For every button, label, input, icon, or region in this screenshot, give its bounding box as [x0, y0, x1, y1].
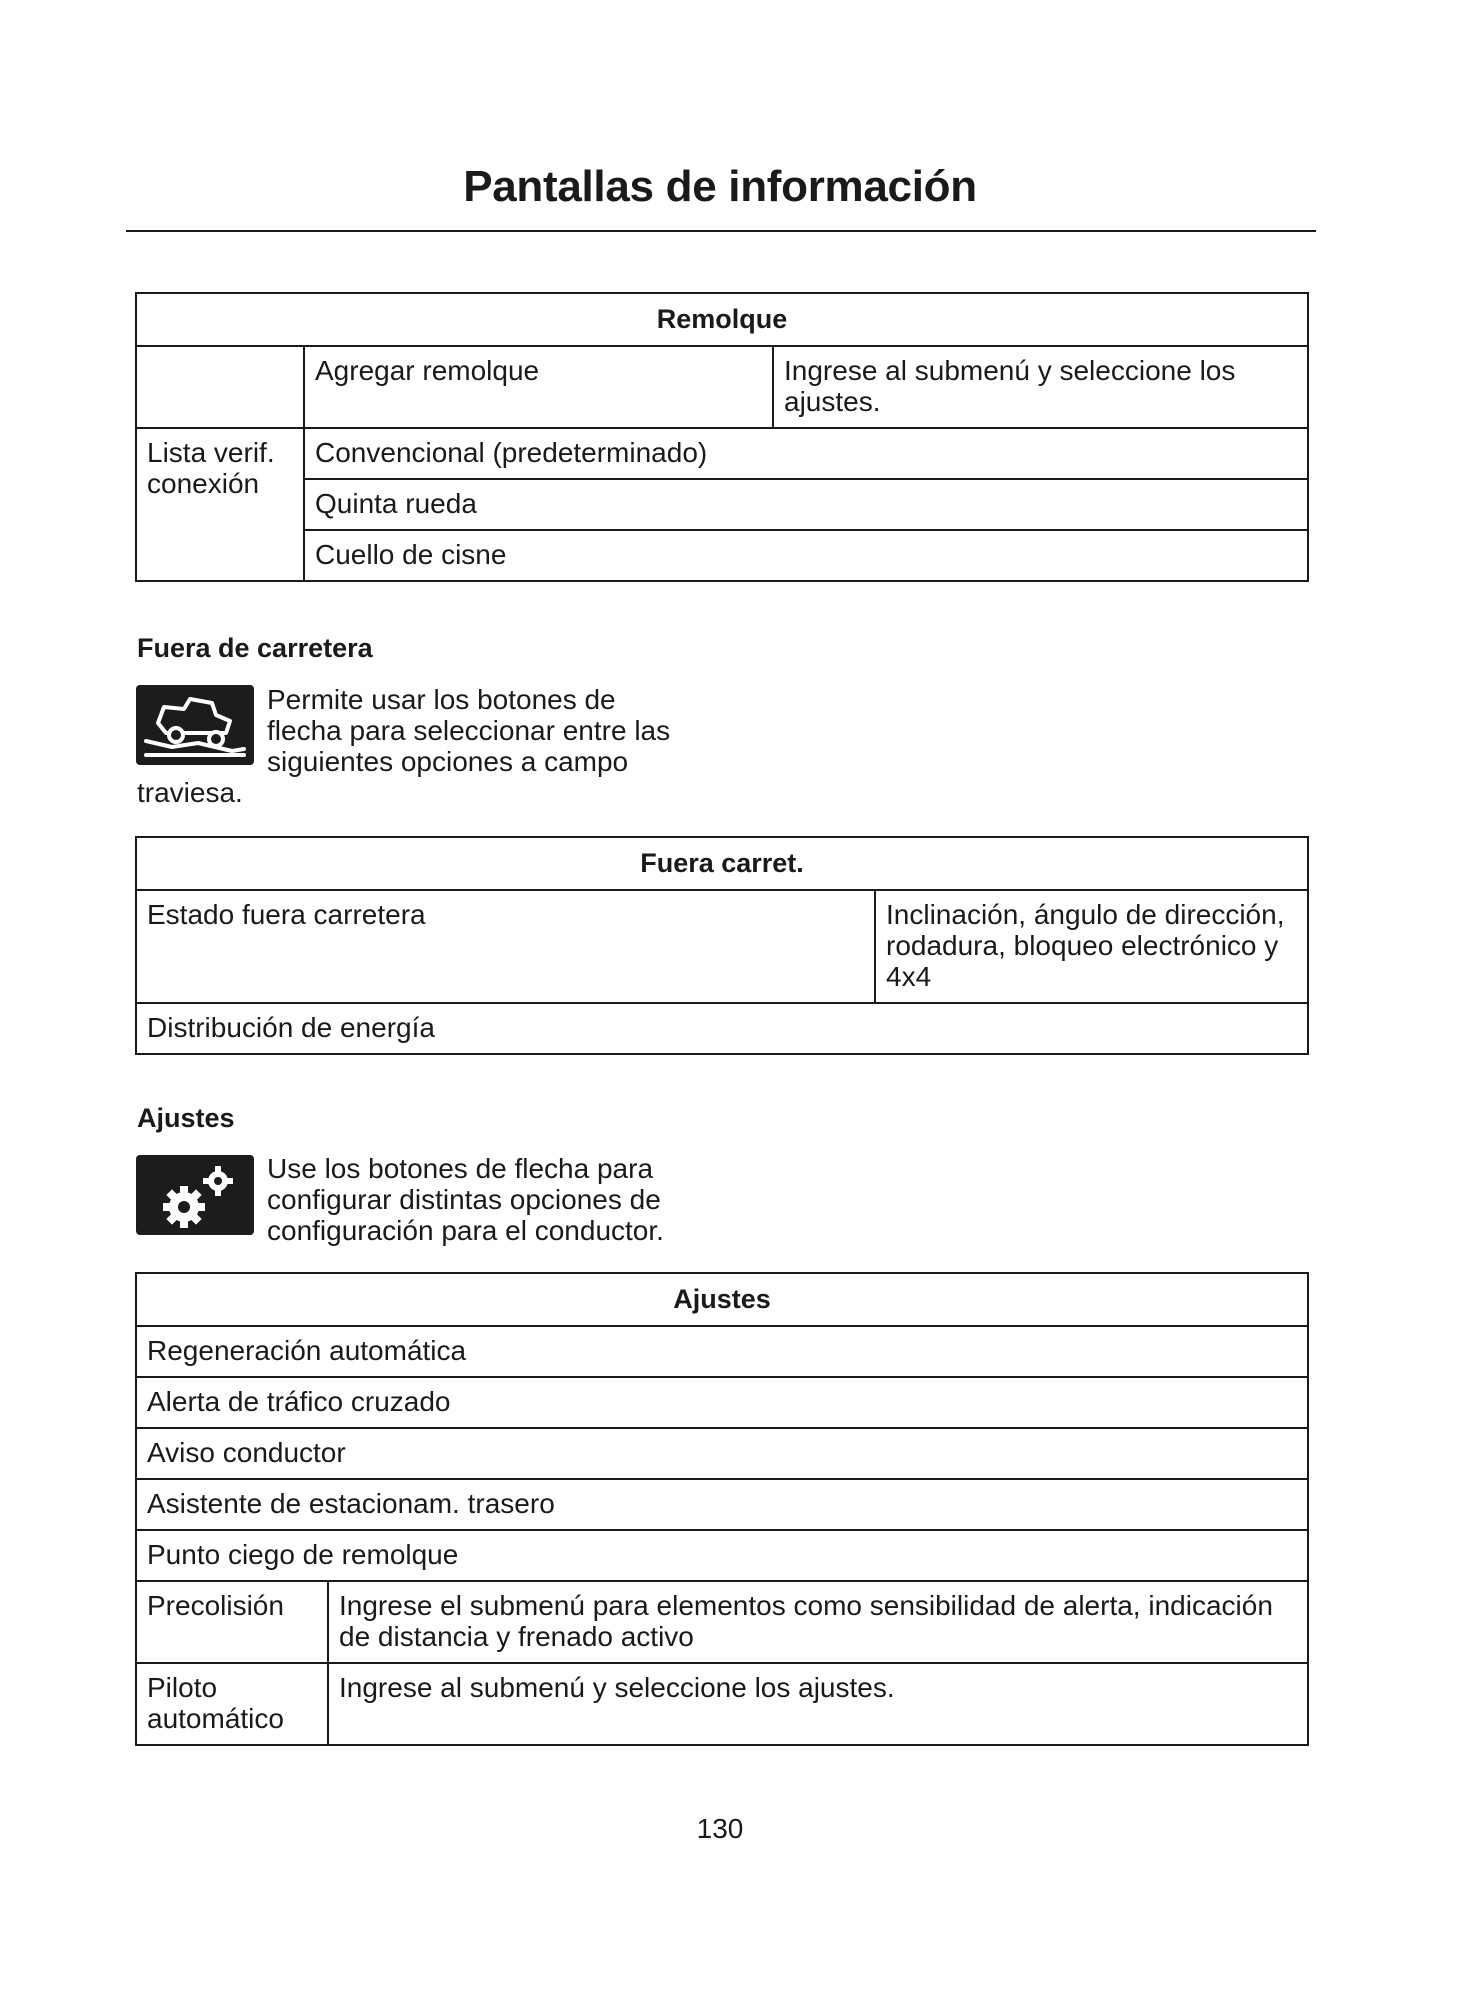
- precollision-label: Precolisión: [136, 1581, 328, 1663]
- settings-section-title: Ajustes: [137, 1103, 235, 1133]
- autopilot-description: Ingrese al submenú y seleccione los ajustes.: [328, 1663, 1308, 1745]
- checklist-option: Convencional (predeterminado): [304, 428, 1308, 479]
- checklist-option: Quinta rueda: [304, 479, 1308, 530]
- page-number: 130: [696, 1813, 744, 1844]
- autopilot-label: Piloto automático: [136, 1663, 328, 1745]
- settings-table: [135, 1272, 1309, 1746]
- remolque-table: [135, 292, 1309, 582]
- settings-table-header: Ajustes: [136, 1273, 1308, 1326]
- checklist-label: Lista verif. conexión: [136, 428, 304, 581]
- empty-cell: [136, 346, 304, 428]
- settings-row: Aviso conductor: [136, 1428, 1308, 1479]
- offroad-table-header: Fuera carret.: [136, 837, 1308, 890]
- settings-intro-text: Use los botones de flecha para configurar distintas opciones de configuración para el conductor.: [267, 1153, 664, 1246]
- checklist-option: Cuello de cisne: [304, 530, 1308, 581]
- add-trailer-description: Ingrese al submenú y seleccione los ajustes.: [773, 346, 1308, 428]
- settings-row: Regeneración automática: [136, 1326, 1308, 1377]
- page-title: Pantallas de información: [463, 162, 977, 211]
- settings-row: Alerta de tráfico cruzado: [136, 1377, 1308, 1428]
- offroad-section-title: Fuera de carretera: [137, 633, 373, 663]
- title-divider: [126, 230, 1316, 232]
- settings-row: Asistente de estacionam. trasero: [136, 1479, 1308, 1530]
- precollision-description: Ingrese el submenú para elementos como sensibilidad de alerta, indicación de distancia y frenado activo: [328, 1581, 1308, 1663]
- offroad-intro-text: Permite usar los botones de flecha para seleccionar entre las siguientes opciones a campo traviesa.: [137, 684, 671, 808]
- add-trailer-label: Agregar remolque: [304, 346, 773, 428]
- energy-distribution-label: Distribución de energía: [136, 1003, 1308, 1054]
- settings-row: Punto ciego de remolque: [136, 1530, 1308, 1581]
- remolque-table-header: Remolque: [136, 293, 1308, 346]
- offroad-status-label: Estado fuera carretera: [136, 890, 875, 1003]
- offroad-status-description: Inclinación, ángulo de dirección, rodadura, bloqueo electrónico y 4x4: [875, 890, 1308, 1003]
- offroad-table: [135, 836, 1309, 1055]
